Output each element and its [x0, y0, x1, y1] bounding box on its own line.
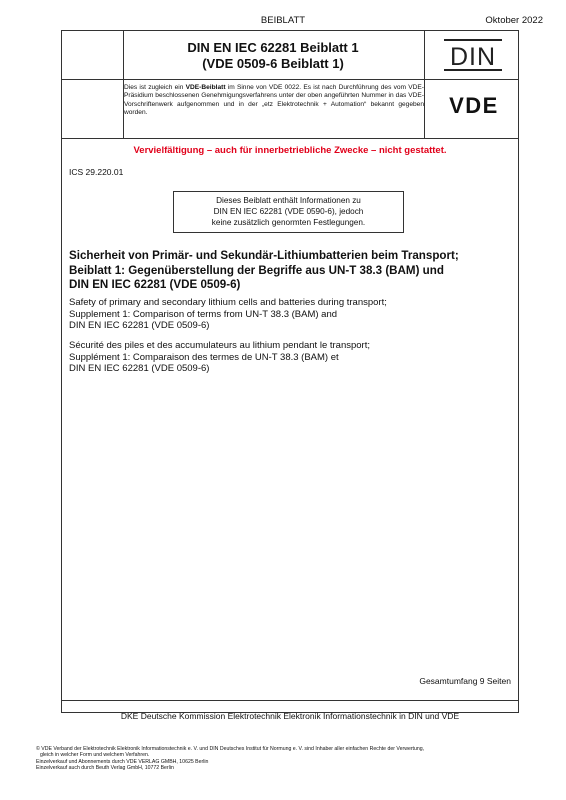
vde-note — [124, 84, 424, 117]
footer-rule — [61, 700, 519, 701]
copyright-line: gleich in welcher Form und welchem Verfahren. — [40, 752, 150, 759]
french-title-line: DIN EN IEC 62281 (VDE 0509-6) — [69, 363, 210, 374]
french-title — [69, 340, 514, 375]
vde-note-prefix: Dies ist zugleich ein — [124, 84, 186, 91]
german-title-line: Beiblatt 1: Gegenüberstellung der Begriffe aus UN-T 38.3 (BAM) und — [69, 263, 444, 277]
ics-code: ICS 29.220.01 — [69, 167, 124, 177]
copyright-line: © VDE Verband der Elektrotechnik Elektronik Informationstechnik e. V. und DIN Deutsches Institut für Normung e. V. sind Inhaber aller einfachen Rechte der Verwertung, — [36, 746, 425, 752]
document-number-line1: DIN EN IEC 62281 Beiblatt 1 — [187, 40, 359, 55]
copyright-notice — [36, 746, 556, 772]
info-box-line3: keine zusätzlich genormten Festlegungen. — [211, 218, 366, 227]
din-logo-text: DIN — [449, 43, 497, 71]
english-title — [69, 297, 514, 332]
publication-date: Oktober 2022 — [485, 15, 543, 26]
german-title-line: Sicherheit von Primär- und Sekundär-Lithiumbatterien beim Transport; — [69, 249, 459, 262]
title-block-middle-rule — [61, 79, 519, 80]
vde-logo-text: VDE — [449, 93, 499, 117]
document-number-title — [124, 40, 422, 72]
vde-logo — [436, 93, 512, 117]
supplement-info-box — [173, 191, 404, 233]
copyright-line: Einzelverkauf auch durch Beuth Verlag GmbH, 10772 Berlin — [36, 765, 174, 772]
vde-note-suffix: im Sinne von VDE 0022. Es ist nach Durchführung des vom VDE-Präsidium beschlossenen Genehmigungsverfahrens unter der oben angeführten Nummer in das VDE-Vorschriftenwerk aufgenommen und in der „etz Elektrotechnik + Automation“ bekannt gegeben worden. — [124, 84, 424, 116]
reproduction-warning: Vervielfältigung – auch für innerbetriebliche Zwecke – nicht gestattet. — [133, 145, 447, 156]
info-box-line1: Dieses Beiblatt enthält Informationen zu — [216, 196, 361, 205]
dke-footer-line: DKE Deutsche Kommission Elektrotechnik Elektronik Informationstechnik in DIN und VDE — [120, 711, 460, 721]
vde-note-bold: VDE-Beiblatt — [185, 84, 226, 91]
french-title-line: Sécurité des piles et des accumulateurs au lithium pendant le transport; — [69, 340, 370, 351]
german-title — [69, 249, 514, 293]
english-title-line: DIN EN IEC 62281 (VDE 0509-6) — [69, 320, 210, 331]
title-block-bottom-rule — [61, 138, 519, 139]
german-title-line: DIN EN IEC 62281 (VDE 0509-6) — [69, 278, 241, 291]
english-title-line: Supplement 1: Comparison of terms from UN-T 38.3 (BAM) and — [69, 308, 338, 320]
english-title-line: Safety of primary and secondary lithium cells and batteries during transport; — [69, 297, 387, 308]
title-block-right-divider — [424, 30, 425, 138]
info-box-line2: DIN EN IEC 62281 (VDE 0590-6), jedoch — [213, 207, 364, 216]
din-logo — [440, 38, 506, 72]
total-pages: Gesamtumfang 9 Seiten — [419, 676, 511, 686]
document-number-line2: (VDE 0509-6 Beiblatt 1) — [202, 56, 344, 71]
french-title-line: Supplément 1: Comparaison des termes de UN-T 38.3 (BAM) et — [69, 351, 339, 363]
copyright-line: Einzelverkauf und Abonnements durch VDE VERLAG GMBH, 10625 Berlin — [36, 758, 209, 765]
document-type-label: BEIBLATT — [260, 15, 306, 26]
